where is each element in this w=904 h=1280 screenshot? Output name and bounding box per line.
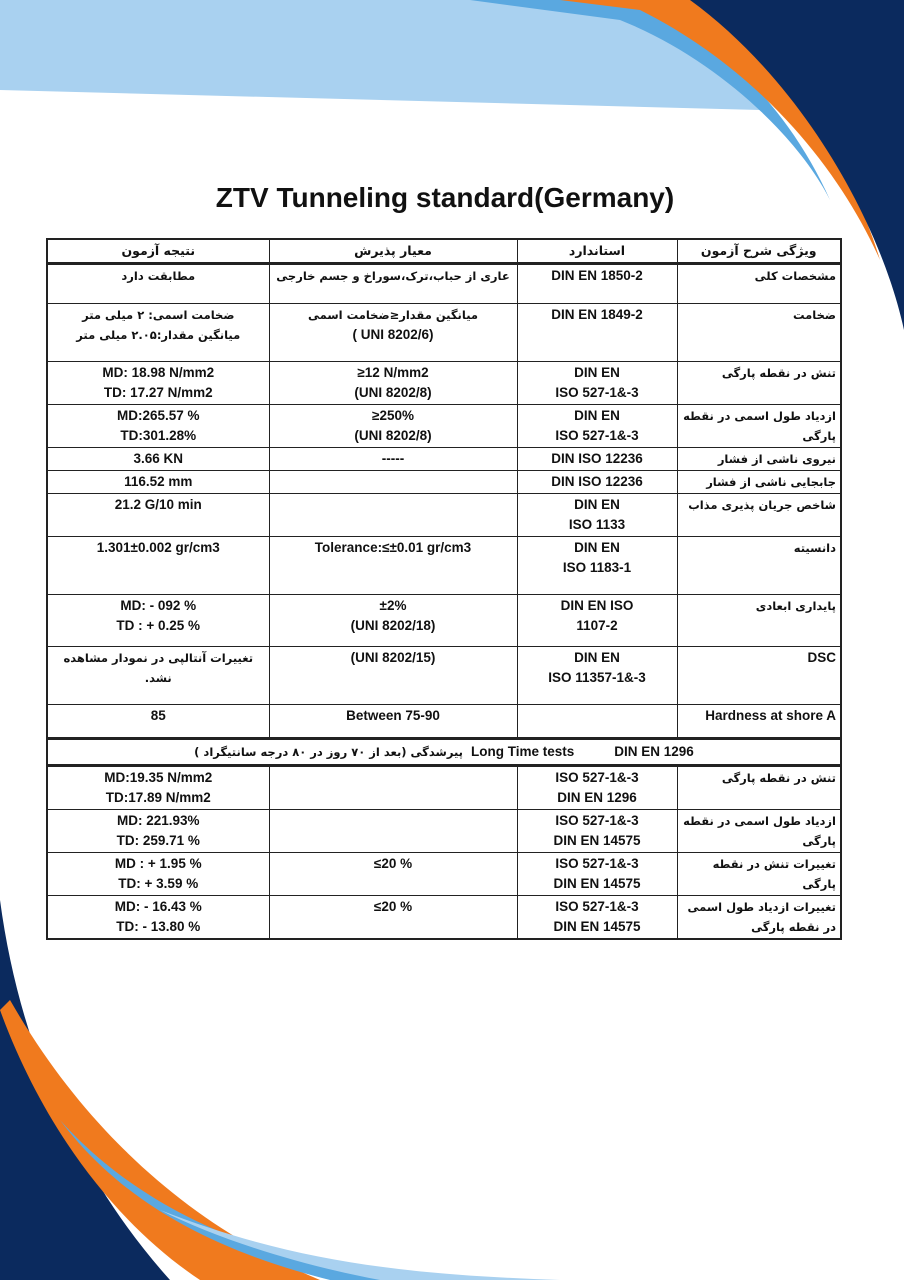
standard-cell	[517, 471, 677, 494]
result-cell-text: 85	[150, 708, 166, 723]
result-cell-text: TD:301.28%	[120, 428, 197, 443]
section-standard: DIN EN 1296	[614, 744, 694, 759]
property-cell-text: تنش در نقطه پارگی	[721, 366, 836, 380]
standard-cell-text: DIN EN ISO	[560, 598, 634, 613]
criteria-cell	[269, 405, 517, 448]
standard-cell	[517, 766, 677, 810]
table-row	[47, 264, 841, 304]
criteria-cell-text: (UNI 8202/15)	[350, 650, 436, 665]
standard-cell-text: ISO 527-1&-3	[555, 385, 639, 400]
section-persian-label: ( بعد از ۷۰ روز در ۸۰ درجه سانتیگراد) پیرشدگی	[194, 745, 463, 759]
property-cell	[677, 647, 841, 705]
result-cell-text: MD:265.57 %	[116, 408, 200, 423]
criteria-cell	[269, 304, 517, 362]
property-cell	[677, 362, 841, 405]
standard-cell-text: ISO 11357-1&-3	[548, 670, 646, 685]
criteria-cell-text: Between 75-90	[346, 708, 440, 723]
result-cell-text: TD:17.89 N/mm2	[105, 790, 211, 805]
standard-cell-text: ISO 527-1&-3	[555, 770, 639, 785]
result-cell-text: MD: 18.98 N/mm2	[102, 365, 215, 380]
property-cell	[677, 896, 841, 940]
criteria-cell	[269, 853, 517, 896]
table-row	[47, 362, 841, 405]
result-cell	[47, 405, 269, 448]
criteria-cell-text: -----	[381, 451, 405, 466]
table-row	[47, 448, 841, 471]
property-cell	[677, 304, 841, 362]
standard-cell-text: DIN EN	[574, 497, 620, 512]
result-cell-text: TD: 259.71 %	[116, 833, 200, 848]
result-cell	[47, 537, 269, 595]
criteria-cell	[269, 647, 517, 705]
criteria-cell-text: (UNI 8202/18)	[350, 618, 436, 633]
property-cell	[677, 537, 841, 595]
result-cell-text: 21.2 G/10 min	[114, 497, 202, 512]
test-results-table	[46, 238, 842, 940]
result-cell-text: 1.301±0.002 gr/cm3	[96, 540, 220, 555]
result-cell-text: TD : + 0.25 %	[116, 618, 201, 633]
criteria-cell-text: Tolerance:≤±0.01 gr/cm3	[314, 540, 472, 555]
result-cell-text: MD : + 1.95 %	[114, 856, 202, 871]
result-cell-text: TD: 17.27 N/mm2	[103, 385, 213, 400]
table-row	[47, 304, 841, 362]
table-row	[47, 647, 841, 705]
result-cell	[47, 853, 269, 896]
result-cell-text: MD:19.35 N/mm2	[104, 770, 213, 785]
result-cell	[47, 896, 269, 940]
result-cell-text: TD: + 3.59 %	[118, 876, 199, 891]
property-cell-text: مشخصات کلی	[754, 269, 836, 283]
property-cell-text: تنش در نقطه پارگی	[721, 771, 836, 785]
criteria-cell-text: ±2%	[379, 598, 407, 613]
standard-cell-text: ISO 1133	[568, 517, 626, 532]
standard-cell-text: ISO 527-1&-3	[555, 899, 639, 914]
criteria-cell	[269, 471, 517, 494]
result-cell-text: MD: - 16.43 %	[114, 899, 202, 914]
criteria-cell-text: عاری از حباب،ترک،سوراخ و جسم خارجی	[276, 269, 510, 283]
standard-cell-text: DIN EN	[574, 365, 620, 380]
page-title: ZTV Tunneling standard(Germany)	[215, 182, 675, 213]
standard-cell	[517, 705, 677, 739]
standard-cell-text: DIN EN 14575	[553, 833, 641, 848]
criteria-cell	[269, 595, 517, 647]
property-cell-text: ازدیاد طول اسمی در نقطه پارگی	[683, 814, 836, 848]
property-cell-text: Hardness at shore A	[705, 708, 836, 723]
criteria-cell-text: میانگین مقدار≤ضخامت اسمی	[307, 308, 479, 322]
result-cell-text: میانگین مقدار:۲.۰۵ میلی متر	[76, 328, 241, 342]
table-row	[47, 810, 841, 853]
standard-cell-text: DIN ISO 12236	[551, 474, 643, 489]
property-cell	[677, 853, 841, 896]
result-cell-text: MD: - 092 %	[120, 598, 197, 613]
standard-cell	[517, 896, 677, 940]
result-cell	[47, 471, 269, 494]
table-row	[47, 537, 841, 595]
standard-cell-text: DIN EN 14575	[553, 876, 641, 891]
table-row	[47, 595, 841, 647]
standard-cell	[517, 810, 677, 853]
result-cell-text: مطابقت دارد	[121, 269, 196, 283]
property-cell	[677, 471, 841, 494]
property-cell-text: دانسیته	[793, 541, 836, 555]
property-cell-text: تغییرات ازدیاد طول اسمی در نقطه پارگی	[687, 900, 836, 934]
table-row	[47, 896, 841, 940]
property-cell	[677, 810, 841, 853]
standard-cell-text: 1107-2	[576, 618, 618, 633]
standard-cell-text: ISO 527-1&-3	[555, 856, 639, 871]
criteria-cell	[269, 705, 517, 739]
header-result: نتیجه آزمون	[47, 239, 269, 264]
result-cell	[47, 810, 269, 853]
criteria-cell	[269, 448, 517, 471]
result-cell-text: ضخامت اسمی: ۲ میلی متر	[82, 308, 235, 322]
standard-cell-text: DIN EN	[574, 408, 620, 423]
standard-cell-text: ISO 527-1&-3	[555, 428, 639, 443]
result-cell	[47, 705, 269, 739]
result-cell	[47, 264, 269, 304]
property-cell-text: نیروی ناشی از فشار	[717, 452, 836, 466]
property-cell	[677, 264, 841, 304]
property-cell-text: جابجایی ناشی از فشار	[706, 475, 836, 489]
result-cell	[47, 494, 269, 537]
table-row	[47, 853, 841, 896]
criteria-cell-text: ≥12 N/mm2	[357, 365, 429, 380]
standard-cell	[517, 264, 677, 304]
standard-cell-text: DIN EN	[574, 650, 620, 665]
result-cell	[47, 304, 269, 362]
criteria-cell	[269, 264, 517, 304]
table-row	[47, 494, 841, 537]
criteria-cell	[269, 766, 517, 810]
property-cell	[677, 448, 841, 471]
criteria-cell-text: (UNI 8202/8)	[354, 385, 432, 400]
standard-cell	[517, 595, 677, 647]
property-cell-text: شاخص جریان پذیری مذاب	[688, 498, 836, 512]
standard-cell	[517, 304, 677, 362]
property-cell-text: تغییرات تنش در نقطه پارگی	[712, 857, 836, 891]
standard-cell-text: DIN EN 1849-2	[551, 307, 643, 322]
criteria-cell-text: ( UNI 8202/6)	[352, 327, 434, 342]
section-english-label: Long Time tests	[471, 744, 575, 759]
standard-cell-text: ISO 1183-1	[562, 560, 632, 575]
criteria-cell	[269, 537, 517, 595]
criteria-cell-text: (UNI 8202/8)	[354, 428, 432, 443]
standard-cell	[517, 448, 677, 471]
result-cell	[47, 595, 269, 647]
table-row	[47, 766, 841, 810]
result-cell	[47, 448, 269, 471]
header-standard: استاندارد	[517, 239, 677, 264]
property-cell	[677, 595, 841, 647]
standard-cell-text: DIN EN 14575	[553, 919, 641, 934]
property-cell	[677, 766, 841, 810]
standard-cell	[517, 537, 677, 595]
property-cell-text: پایداری ابعادی	[755, 599, 836, 613]
result-cell	[47, 766, 269, 810]
result-cell-text: TD: - 13.80 %	[116, 919, 201, 934]
standard-cell-text: DIN EN	[574, 540, 620, 555]
standard-cell-text: DIN EN 1850-2	[551, 268, 643, 283]
criteria-cell	[269, 896, 517, 940]
section-row	[47, 739, 841, 766]
standard-cell-text: DIN ISO 12236	[551, 451, 643, 466]
criteria-cell-text: ≤20 %	[373, 856, 413, 871]
standard-cell-text: DIN EN 1296	[557, 790, 637, 805]
criteria-cell	[269, 810, 517, 853]
table-row	[47, 705, 841, 739]
table-row	[47, 471, 841, 494]
standard-cell	[517, 853, 677, 896]
standard-cell	[517, 647, 677, 705]
result-cell	[47, 647, 269, 705]
table-header-row	[47, 239, 841, 264]
header-property: ویژگی شرح آزمون	[677, 239, 841, 264]
property-cell-text: ازدیاد طول اسمی در نقطه پارگی	[683, 409, 836, 443]
criteria-cell	[269, 494, 517, 537]
table-row	[47, 405, 841, 448]
criteria-cell	[269, 362, 517, 405]
criteria-cell-text: ≤20 %	[373, 899, 413, 914]
property-cell	[677, 405, 841, 448]
property-cell-text: ضخامت	[792, 308, 836, 322]
standard-cell	[517, 494, 677, 537]
result-cell-text: تغییرات آنتالپی در نمودار مشاهده نشد.	[63, 651, 254, 685]
result-cell-text: 116.52 mm	[124, 474, 193, 489]
property-cell	[677, 705, 841, 739]
result-cell	[47, 362, 269, 405]
standard-cell-text: ISO 527-1&-3	[555, 813, 639, 828]
criteria-cell-text: ≥250%	[372, 408, 414, 423]
standard-cell	[517, 405, 677, 448]
property-cell	[677, 494, 841, 537]
header-criteria: معیار پذیرش	[269, 239, 517, 264]
result-cell-text: 3.66 KN	[133, 451, 184, 466]
property-cell-text: DSC	[807, 650, 836, 665]
section-header	[47, 739, 841, 766]
result-cell-text: MD: 221.93%	[116, 813, 200, 828]
standard-cell	[517, 362, 677, 405]
